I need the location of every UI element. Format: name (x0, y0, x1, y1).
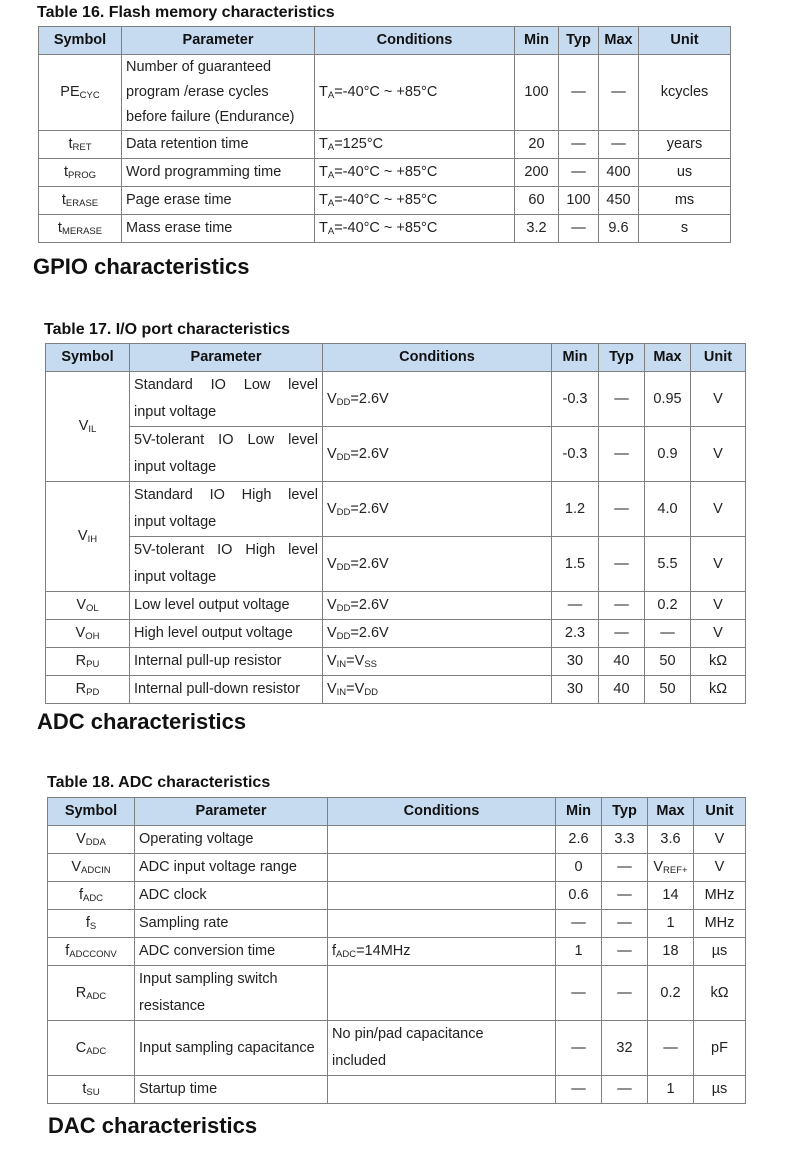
header-conditions: Conditions (328, 798, 556, 826)
min-cell: 2.3 (552, 620, 599, 648)
parameter-cell: ADC conversion time (135, 938, 328, 966)
conditions-cell: $V_{IN}=V_{SS}$ (323, 648, 552, 676)
parameter-cell: 5V-tolerant IO Low level input voltage (130, 427, 323, 482)
conditions-cell: $T_A=-40^\circ C$ ~ +85°C (315, 215, 515, 243)
typ-cell: — (602, 882, 648, 910)
parameter-cell: Internal pull-up resistor (130, 648, 323, 676)
table-row (46, 537, 746, 592)
symbol-cell: $t_{ERASE}$ (39, 187, 122, 215)
typ-cell: — (602, 966, 648, 1021)
parameter-cell: Sampling rate (135, 910, 328, 938)
header-conditions: Conditions (323, 344, 552, 372)
min-cell: 200 (515, 159, 559, 187)
unit-cell: V (691, 592, 746, 620)
min-cell: — (556, 910, 602, 938)
unit-cell: V (694, 826, 746, 854)
header-unit: Unit (639, 27, 731, 55)
parameter-cell: Number of guaranteed program /erase cycles before failure (Endurance) (122, 55, 315, 131)
symbol-cell: $V_{DDA}$ (48, 826, 135, 854)
conditions-cell: $V_{DD}=2.6V$ (323, 372, 552, 427)
conditions-cell (328, 910, 556, 938)
typ-cell: — (559, 159, 599, 187)
symbol-cell: $V_{IH}$ (46, 482, 130, 592)
unit-cell: pF (694, 1021, 746, 1076)
header-symbol: Symbol (39, 27, 122, 55)
header-max: Max (648, 798, 694, 826)
unit-cell: years (639, 131, 731, 159)
max-cell: 9.6 (599, 215, 639, 243)
max-cell: $V_{REF+}$ (648, 854, 694, 882)
symbol-cell: $V_{OL}$ (46, 592, 130, 620)
conditions-cell: $V_{DD}=2.6V$ (323, 482, 552, 537)
min-cell: 30 (552, 676, 599, 704)
max-cell: 0.95 (645, 372, 691, 427)
min-cell: 2.6 (556, 826, 602, 854)
adc-table (47, 797, 746, 1104)
typ-cell: 32 (602, 1021, 648, 1076)
unit-cell: V (691, 537, 746, 592)
header-min: Min (515, 27, 559, 55)
table-row (46, 482, 746, 537)
min-cell: 1 (556, 938, 602, 966)
symbol-cell: $R_{ADC}$ (48, 966, 135, 1021)
table-header-row (39, 27, 731, 55)
typ-cell: — (602, 1076, 648, 1104)
typ-cell: — (599, 427, 645, 482)
symbol-cell: $V_{IL}$ (46, 372, 130, 482)
table-row (48, 966, 746, 1021)
table-row (39, 131, 731, 159)
symbol-cell: $f_S$ (48, 910, 135, 938)
unit-cell: MHz (694, 910, 746, 938)
typ-cell: — (559, 131, 599, 159)
table-row (39, 187, 731, 215)
header-parameter: Parameter (135, 798, 328, 826)
parameter-cell: 5V-tolerant IO High level input voltage (130, 537, 323, 592)
symbol-cell: $R_{PU}$ (46, 648, 130, 676)
header-symbol: Symbol (48, 798, 135, 826)
table-header-row (46, 344, 746, 372)
max-cell: — (599, 55, 639, 131)
header-parameter: Parameter (130, 344, 323, 372)
table-row (46, 372, 746, 427)
parameter-cell: Data retention time (122, 131, 315, 159)
unit-cell: V (691, 620, 746, 648)
table-row (46, 427, 746, 482)
max-cell: 1 (648, 910, 694, 938)
min-cell: 1.2 (552, 482, 599, 537)
symbol-cell: $t_{RET}$ (39, 131, 122, 159)
header-unit: Unit (694, 798, 746, 826)
min-cell: 0.6 (556, 882, 602, 910)
min-cell: 20 (515, 131, 559, 159)
min-cell: — (552, 592, 599, 620)
max-cell: 3.6 (648, 826, 694, 854)
unit-cell: µs (694, 938, 746, 966)
max-cell: 14 (648, 882, 694, 910)
typ-cell: — (602, 854, 648, 882)
max-cell: — (645, 620, 691, 648)
table-row (48, 938, 746, 966)
unit-cell: V (691, 372, 746, 427)
parameter-cell: ADC input voltage range (135, 854, 328, 882)
max-cell: 400 (599, 159, 639, 187)
min-cell: 100 (515, 55, 559, 131)
typ-cell: — (602, 910, 648, 938)
conditions-cell: $V_{DD}=2.6V$ (323, 620, 552, 648)
min-cell: 3.2 (515, 215, 559, 243)
table-row (48, 826, 746, 854)
unit-cell: kΩ (691, 676, 746, 704)
gpio-section-heading: GPIO characteristics (33, 254, 250, 279)
table-row (46, 620, 746, 648)
parameter-cell: Standard IO Low level input voltage (130, 372, 323, 427)
symbol-cell: $C_{ADC}$ (48, 1021, 135, 1076)
typ-cell: — (599, 537, 645, 592)
adc-section-heading: ADC characteristics (37, 709, 247, 734)
max-cell: 0.2 (648, 966, 694, 1021)
header-max: Max (599, 27, 639, 55)
parameter-cell: Low level output voltage (130, 592, 323, 620)
max-cell: 450 (599, 187, 639, 215)
conditions-cell: $T_A=-40^\circ C$ ~ +85°C (315, 55, 515, 131)
typ-cell: 3.3 (602, 826, 648, 854)
unit-cell: kΩ (694, 966, 746, 1021)
parameter-cell: Internal pull-down resistor (130, 676, 323, 704)
typ-cell: — (599, 482, 645, 537)
typ-cell: — (559, 55, 599, 131)
table-16-caption: Table 16. Flash memory characteristics (37, 4, 335, 21)
min-cell: — (556, 1076, 602, 1104)
header-typ: Typ (599, 344, 645, 372)
typ-cell: 40 (599, 648, 645, 676)
conditions-cell (328, 1076, 556, 1104)
table-row (48, 1021, 746, 1076)
table-row (39, 159, 731, 187)
max-cell: 50 (645, 676, 691, 704)
max-cell: 50 (645, 648, 691, 676)
dac-section-heading: DAC characteristics (48, 1113, 258, 1138)
header-typ: Typ (559, 27, 599, 55)
min-cell: — (556, 1021, 602, 1076)
typ-cell: — (599, 620, 645, 648)
table-18-caption: Table 18. ADC characteristics (47, 774, 271, 791)
table-17-caption: Table 17. I/O port characteristics (44, 321, 291, 338)
conditions-cell: $V_{DD}=2.6V$ (323, 537, 552, 592)
header-min: Min (556, 798, 602, 826)
min-cell: 60 (515, 187, 559, 215)
conditions-cell: $V_{IN}=V_{DD}$ (323, 676, 552, 704)
unit-cell: ms (639, 187, 731, 215)
conditions-cell: $T_A=125^\circ C$ (315, 131, 515, 159)
conditions-cell (328, 854, 556, 882)
symbol-cell: $f_{ADCCONV}$ (48, 938, 135, 966)
symbol-cell: $R_{PD}$ (46, 676, 130, 704)
unit-cell: V (694, 854, 746, 882)
parameter-cell: Mass erase time (122, 215, 315, 243)
table-header-row (48, 798, 746, 826)
max-cell: 1 (648, 1076, 694, 1104)
table-row (46, 676, 746, 704)
parameter-cell: Standard IO High level input voltage (130, 482, 323, 537)
unit-cell: V (691, 427, 746, 482)
header-parameter: Parameter (122, 27, 315, 55)
parameter-cell: Input sampling capacitance (135, 1021, 328, 1076)
table-row (39, 55, 731, 131)
conditions-cell: $T_A=-40^\circ C$ ~ +85°C (315, 187, 515, 215)
max-cell: — (648, 1021, 694, 1076)
typ-cell: — (599, 372, 645, 427)
unit-cell: V (691, 482, 746, 537)
table-row (39, 215, 731, 243)
unit-cell: kcycles (639, 55, 731, 131)
max-cell: 0.2 (645, 592, 691, 620)
typ-cell: — (602, 938, 648, 966)
parameter-cell: Page erase time (122, 187, 315, 215)
parameter-cell: High level output voltage (130, 620, 323, 648)
header-unit: Unit (691, 344, 746, 372)
header-max: Max (645, 344, 691, 372)
unit-cell: MHz (694, 882, 746, 910)
min-cell: -0.3 (552, 427, 599, 482)
symbol-cell: $PE_{CYC}$ (39, 55, 122, 131)
max-cell: — (599, 131, 639, 159)
parameter-cell: Word programming time (122, 159, 315, 187)
min-cell: — (556, 966, 602, 1021)
unit-cell: s (639, 215, 731, 243)
min-cell: -0.3 (552, 372, 599, 427)
max-cell: 4.0 (645, 482, 691, 537)
conditions-cell (328, 826, 556, 854)
table-row (48, 1076, 746, 1104)
table-row (46, 592, 746, 620)
conditions-cell: No pin/pad capacitance included (328, 1021, 556, 1076)
header-conditions: Conditions (315, 27, 515, 55)
table-row (46, 648, 746, 676)
unit-cell: µs (694, 1076, 746, 1104)
flash-memory-table (38, 26, 731, 243)
parameter-cell: ADC clock (135, 882, 328, 910)
max-cell: 0.9 (645, 427, 691, 482)
parameter-cell: Operating voltage (135, 826, 328, 854)
symbol-cell: $t_{PROG}$ (39, 159, 122, 187)
conditions-cell (328, 882, 556, 910)
min-cell: 1.5 (552, 537, 599, 592)
typ-cell: 100 (559, 187, 599, 215)
table-row (48, 854, 746, 882)
conditions-cell (328, 966, 556, 1021)
unit-cell: us (639, 159, 731, 187)
typ-cell: — (599, 592, 645, 620)
header-symbol: Symbol (46, 344, 130, 372)
max-cell: 5.5 (645, 537, 691, 592)
min-cell: 0 (556, 854, 602, 882)
parameter-cell: Input sampling switch resistance (135, 966, 328, 1021)
symbol-cell: $f_{ADC}$ (48, 882, 135, 910)
max-cell: 18 (648, 938, 694, 966)
typ-cell: — (559, 215, 599, 243)
conditions-cell: $V_{DD}=2.6V$ (323, 592, 552, 620)
conditions-cell: $f_{ADC}=14MHz$ (328, 938, 556, 966)
symbol-cell: $V_{ADCIN}$ (48, 854, 135, 882)
header-min: Min (552, 344, 599, 372)
conditions-cell: $T_A=-40^\circ C$ ~ +85°C (315, 159, 515, 187)
typ-cell: 40 (599, 676, 645, 704)
conditions-cell: $V_{DD}=2.6V$ (323, 427, 552, 482)
table-row (48, 910, 746, 938)
min-cell: 30 (552, 648, 599, 676)
io-port-table (45, 343, 746, 704)
unit-cell: kΩ (691, 648, 746, 676)
symbol-cell: $V_{OH}$ (46, 620, 130, 648)
parameter-cell: Startup time (135, 1076, 328, 1104)
symbol-cell: $t_{SU}$ (48, 1076, 135, 1104)
header-typ: Typ (602, 798, 648, 826)
table-row (48, 882, 746, 910)
symbol-cell: $t_{MERASE}$ (39, 215, 122, 243)
